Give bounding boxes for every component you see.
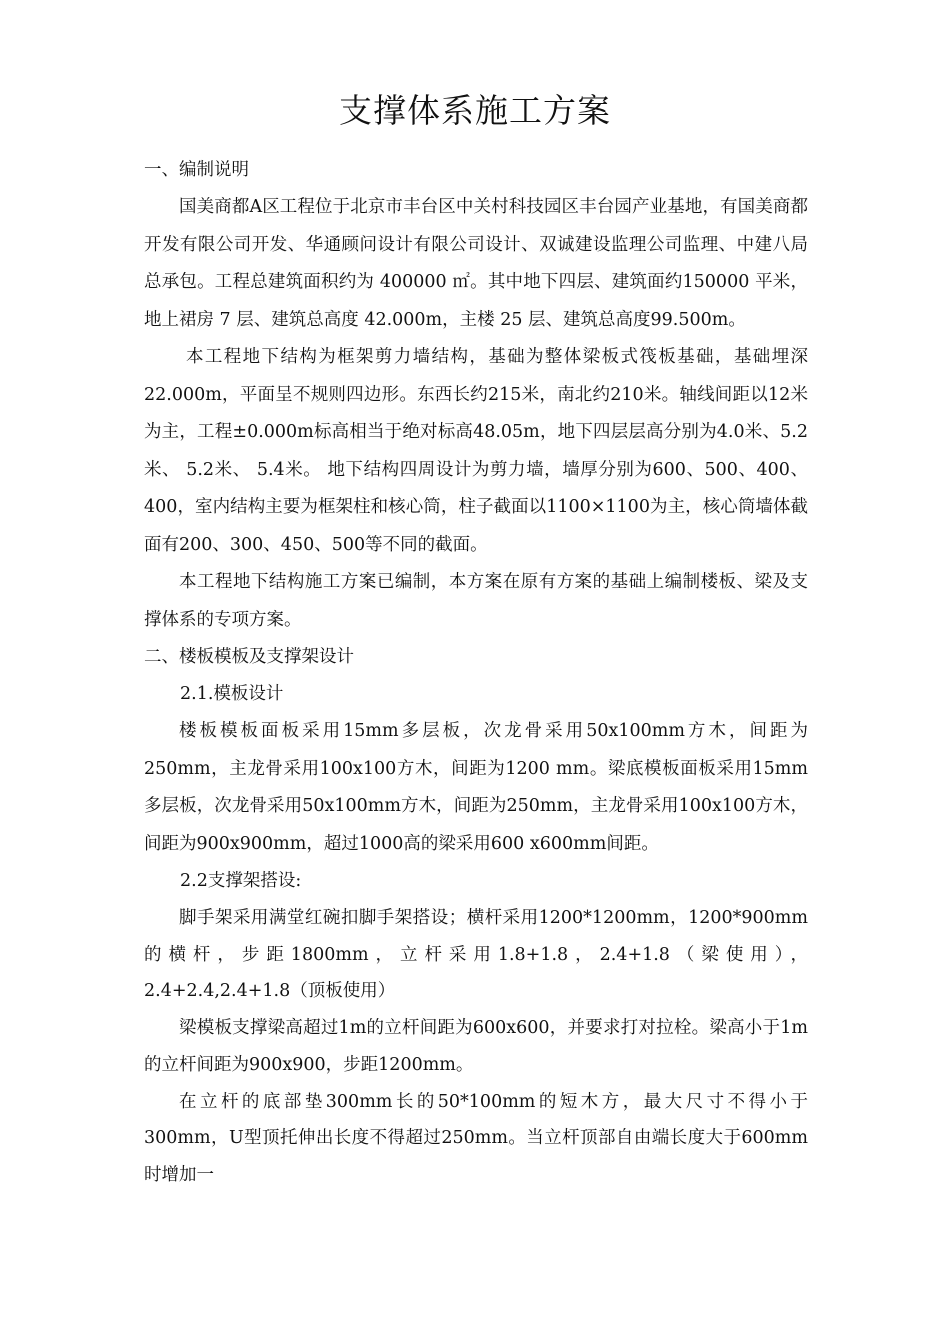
paragraph-structure-description: 本工程地下结构为框架剪力墙结构，基础为整体梁板式筏板基础，基础埋深22.000m，平面呈不规则四边形。东西长约215米，南北约210米。轴线间距以12米为主，工程±0.000m标高相当于绝对标高48.05m，地下四层层高分别为4.0米、5.2米、 5.2米、 5.4米。 地下结构四周设计为剪力墙，墙厚分别为600、500、400、400，室内结构主要为框架柱和核心筒，柱子截面以1100×1100为主，核心筒墙体截面有200、300、450、500等不同的截面。 bbox=[144, 347, 808, 555]
document-title: 支撑体系施工方案 bbox=[339, 91, 611, 130]
paragraph-scaffold: 脚手架采用满堂红碗扣脚手架搭设；横杆采用1200*1200mm，1200*900mm的横杆，步距1800mm，立杆采用1.8+1.8，2.4+1.8（梁使用），2.4+2.4,2.4+1.8（顶板使用） bbox=[144, 908, 808, 1002]
section-heading-1: 一、编制说明 bbox=[144, 160, 249, 180]
paragraph-beam-support: 梁模板支撑梁高超过1m的立杆间距为600x600，并要求打对拉栓。梁高小于1m的立杆间距为900x900，步距1200mm。 bbox=[144, 1018, 808, 1075]
subsection-heading-formwork: 2.1.模板设计 bbox=[180, 684, 284, 704]
section-heading-2: 二、楼板模板及支撑架设计 bbox=[144, 647, 354, 667]
paragraph-scheme-scope: 本工程地下结构施工方案已编制，本方案在原有方案的基础上编制楼板、梁及支撑体系的专项方案。 bbox=[144, 572, 808, 630]
document-body bbox=[144, 152, 808, 1194]
subsection-heading-support: 2.2支撑架搭设: bbox=[180, 871, 302, 891]
paragraph-pole-base: 在立杆的底部垫300mm长的50*100mm的短木方，最大尺寸不得小于300mm，U型顶托伸出长度不得超过250mm。当立杆顶部自由端长度大于600mm时增加一 bbox=[144, 1091, 808, 1185]
paragraph-project-overview: 国美商都A区工程位于北京市丰台区中关村科技园区丰台园产业基地，有国美商都开发有限公司开发、华通顾问设计有限公司设计、双诚建设监理公司监理、中建八局总承包。工程总建筑面积约为 400000 ㎡。其中地下四层、建筑面约150000 平米，地上裙房 7 层、建筑总高度 42.000m，主楼 25 层、建筑总高度99.500m。 bbox=[144, 197, 808, 330]
paragraph-formwork-design: 楼板模板面板采用15mm多层板，次龙骨采用50x100mm方木，间距为250mm，主龙骨采用100x100方木，间距为1200 mm。梁底模板面板采用15mm多层板，次龙骨采用50x100mm方木，间距为250mm，主龙骨采用100x100方木，间距为900x900mm，超过1000高的梁采用600 x600mm间距。 bbox=[144, 721, 808, 854]
